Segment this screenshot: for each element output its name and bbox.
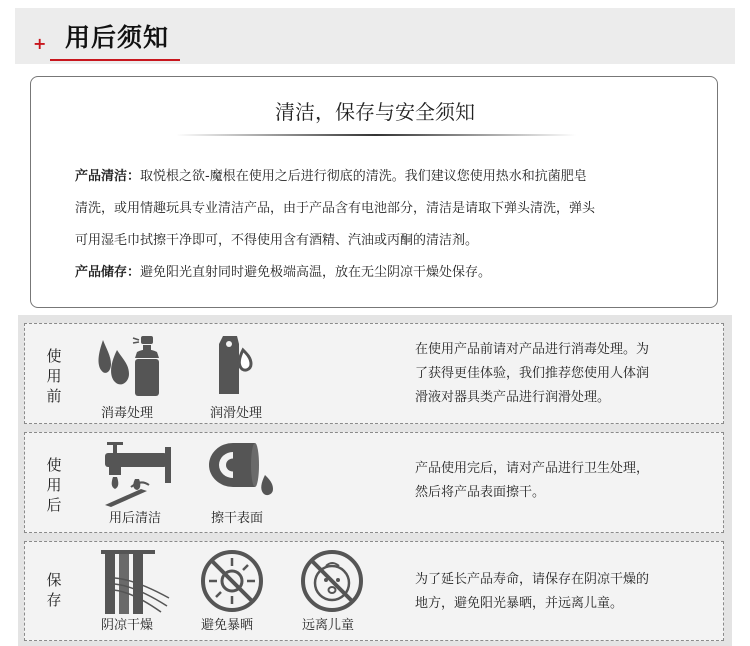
cleaning-line-1 [75,161,695,193]
row-side-label: 使 用 前 [46,347,62,405]
usage-grid [18,315,732,646]
row-storage [24,541,724,641]
row-before-use [24,323,724,424]
title-underline [50,59,180,61]
storage-text: 避免阳光直射同时避免极端高温，放在无尘阴凉干燥处保存。 [140,265,492,280]
notice-title: 清洁，保存与安全须知 [275,100,475,124]
faucet-wash-icon [101,439,181,509]
icon-caption: 远离儿童 [302,618,355,633]
row-description: 在使用产品前请对产品进行消毒处理。为 了获得更佳体验，我们推荐您使用人体润 滑液对器具类产品进行润滑处理。 [415,342,650,405]
storage-label: 产品储存： [75,265,141,280]
icon-caption: 避免暴晒 [201,618,254,633]
icon-caption: 消毒处理 [101,406,154,421]
section-header [15,8,735,64]
row-side-label: 使 用 后 [46,456,62,514]
row-description: 产品使用完后，请对产品进行卫生处理， 然后将产品表面擦干。 [415,461,650,500]
curtain-shade-icon [99,548,173,616]
row-after-use [24,432,724,533]
notice-box [30,76,718,308]
keep-from-children-icon [299,548,365,614]
cleaning-line-2: 清洗，或用情趣玩具专业清洁产品，由于产品含有电池部分，清洁是请取下弹头清洗，弹头 [75,201,596,216]
icon-caption: 阴凉干燥 [101,618,154,633]
notice-divider [176,134,576,136]
row-side-label: 保 存 [46,571,62,609]
section-title: 用后须知 [65,23,170,52]
icon-caption: 润滑处理 [210,406,263,421]
no-sun-icon [199,548,265,614]
tissue-roll-icon [207,441,279,507]
row-description: 为了延长产品寿命，请保存在阴凉干燥的 地方，避免阳光暴晒，并远离儿童。 [415,572,650,611]
plus-icon: + [33,34,47,53]
storage-line [75,257,695,289]
disinfect-spray-icon [95,334,167,400]
icon-caption: 用后清洁 [109,511,162,526]
cleaning-text-1: 取悦根之欲-魔根在使用之后进行彻底的清洗。我们建议您使用热水和抗菌肥皂 [140,169,587,184]
cleaning-line-3: 可用湿毛巾拭擦干净即可，不得使用含有酒精、汽油或丙酮的清洁剂。 [75,233,479,248]
icon-caption: 擦干表面 [211,511,264,526]
lubricant-bottle-icon [213,334,261,400]
cleaning-label: 产品清洁： [75,169,141,184]
